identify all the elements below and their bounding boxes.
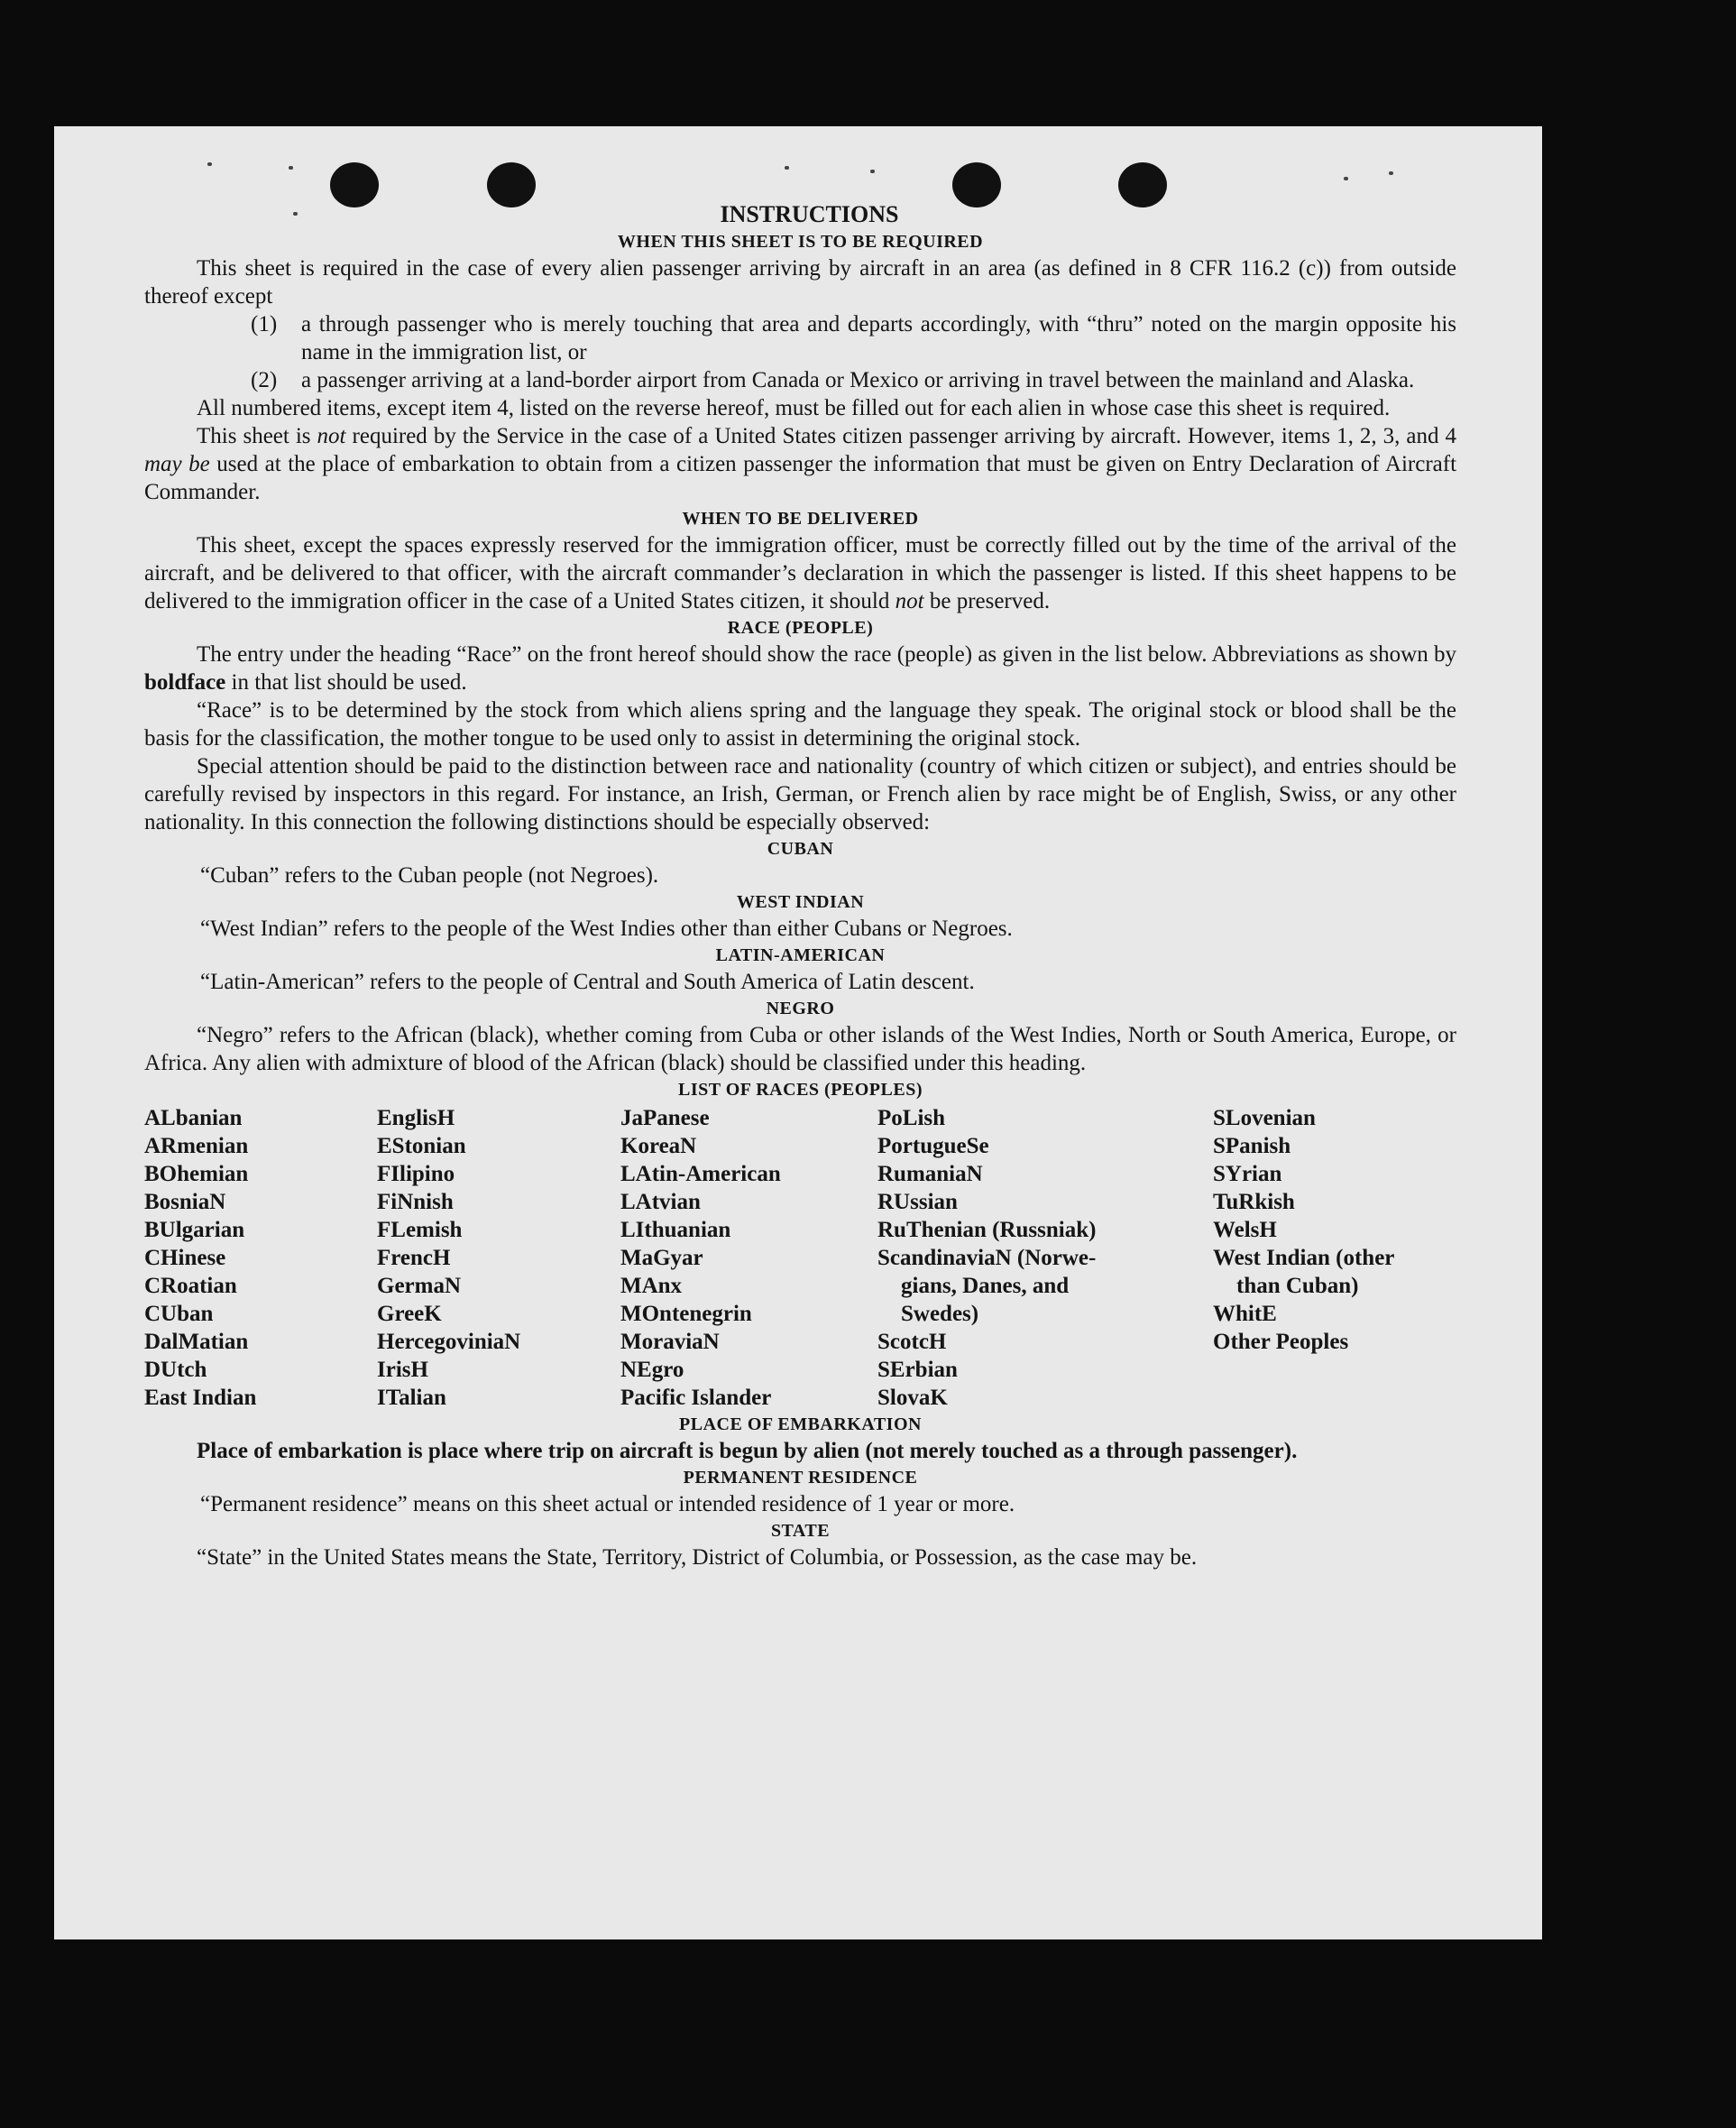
- race-entry: BUlgarian: [144, 1218, 245, 1242]
- exception-number: (2): [251, 368, 278, 392]
- race-entry: DUtch: [144, 1358, 207, 1382]
- race-entry: ITalian: [377, 1386, 446, 1410]
- paper-speck: [207, 162, 212, 166]
- race-column: [144, 1104, 377, 1412]
- race-entry: gians, Danes, and: [901, 1274, 1070, 1298]
- race-entry: RUssian: [877, 1190, 958, 1214]
- race-entry: FiNnish: [377, 1190, 454, 1214]
- paper-speck: [289, 166, 293, 170]
- race-entry: JaPanese: [620, 1106, 710, 1130]
- race-column: [620, 1104, 877, 1412]
- paper-speck: [870, 170, 875, 173]
- heading-race: RACE (PEOPLE): [727, 618, 874, 638]
- exception-text: a through passenger who is merely touching that area and departs accordingly, with “thru” noted on the margin opposite his name in the immigration list, or: [301, 312, 1456, 364]
- bold-word: boldface: [144, 670, 226, 695]
- race-entry: GermaN: [377, 1274, 462, 1298]
- race-entry: RuThenian (Russniak): [877, 1218, 1097, 1242]
- race-list: [144, 1104, 1456, 1412]
- race-entry: IrisH: [377, 1358, 428, 1382]
- race-entry: RumaniaN: [877, 1162, 983, 1186]
- paragraph-race-stock: “Race” is to be determined by the stock from which aliens spring and the language they speak. The original stock or blood shall be the basis for the classification, the mother tongue to be used only to assist in determining the original stock.: [144, 698, 1456, 751]
- text-run: be preserved.: [923, 589, 1051, 613]
- race-entry: SYrian: [1213, 1162, 1282, 1186]
- paper-speck: [1344, 177, 1348, 180]
- race-entry: Pacific Islander: [620, 1386, 772, 1410]
- paragraph-negro: “Negro” refers to the African (black), whether coming from Cuba or other islands of the West Indies, North or South America, Europe, or Africa. Any alien with admixture of blood of the African (black) should be classified under this heading.: [144, 1023, 1456, 1075]
- emphasis-may-be: may be: [144, 452, 210, 476]
- race-entry: MoraviaN: [620, 1330, 720, 1354]
- race-entry: SErbian: [877, 1358, 958, 1382]
- text-run: used at the place of embarkation to obtain from a citizen passenger the information that must be given on Entry Declaration of Aircraft Commander.: [144, 452, 1457, 504]
- paragraph-delivery: [144, 531, 1456, 615]
- race-entry: CRoatian: [144, 1274, 237, 1298]
- race-entry: East Indian: [144, 1386, 257, 1410]
- race-entry: SLovenian: [1213, 1106, 1316, 1130]
- race-entry: FIlipino: [377, 1162, 455, 1186]
- paragraph-state: “State” in the United States means the State, Territory, District of Columbia, or Possession, as the case may be.: [197, 1545, 1198, 1570]
- instructions-text: [144, 200, 1456, 1571]
- race-column: [377, 1104, 620, 1412]
- race-entry: EStonian: [377, 1134, 466, 1158]
- race-entry: BOhemian: [144, 1162, 249, 1186]
- heading-west-indian: WEST INDIAN: [736, 892, 865, 912]
- paper-speck: [785, 166, 789, 170]
- race-entry: SPanish: [1213, 1134, 1291, 1158]
- race-entry: PortugueSe: [877, 1134, 989, 1158]
- race-entry: DalMatian: [144, 1330, 249, 1354]
- heading-when-required: WHEN THIS SHEET IS TO BE REQUIRED: [617, 232, 984, 252]
- race-entry: Other Peoples: [1213, 1330, 1349, 1354]
- race-entry: MAnx: [620, 1274, 683, 1298]
- heading-state: STATE: [770, 1521, 831, 1541]
- race-entry: MOntenegrin: [620, 1302, 752, 1326]
- heading-embarkation: PLACE OF EMBARKATION: [679, 1414, 922, 1434]
- document-sheet: [54, 126, 1542, 1939]
- paragraph-required-intro: This sheet is required in the case of every alien passenger arriving by aircraft in an area (as defined in 8 CFR 116.2 (c)) from outside thereof except: [144, 256, 1456, 309]
- heading-list-of-races: LIST OF RACES (PEOPLES): [677, 1080, 923, 1100]
- text-run: in that list should be used.: [225, 670, 467, 695]
- race-entry: CUban: [144, 1302, 214, 1326]
- race-entry: West Indian (other: [1213, 1246, 1395, 1270]
- race-entry: TuRkish: [1213, 1190, 1295, 1214]
- race-entry: HercegoviniaN: [377, 1330, 521, 1354]
- heading-negro: NEGRO: [766, 999, 835, 1018]
- exception-number: (1): [251, 312, 278, 336]
- race-column: [877, 1104, 1213, 1412]
- race-column: [1213, 1104, 1456, 1412]
- paragraph-cuban: “Cuban” refers to the Cuban people (not Negroes).: [200, 863, 659, 888]
- race-entry: SlovaK: [877, 1386, 948, 1410]
- race-entry: than Cuban): [1236, 1274, 1359, 1298]
- emphasis-not: not: [895, 589, 924, 613]
- race-entry: EnglisH: [377, 1106, 455, 1130]
- race-entry: ScotcH: [877, 1330, 947, 1354]
- heading-cuban: CUBAN: [767, 839, 834, 859]
- race-entry: WelsH: [1213, 1218, 1277, 1242]
- text-run: required by the Service in the case of a United States citizen passenger arriving by aircraft. However, items 1, 2, 3, and 4: [345, 424, 1456, 448]
- heading-latin-american: LATIN-AMERICAN: [715, 945, 886, 965]
- emphasis-not: not: [317, 424, 346, 448]
- page-title: INSTRUCTIONS: [720, 201, 899, 227]
- race-entry: PoLish: [877, 1106, 946, 1130]
- paragraph-permanent-residence: “Permanent residence” means on this sheet actual or intended residence of 1 year or more.: [200, 1492, 1015, 1516]
- race-entry: ScandinaviaN (Norwe-: [877, 1246, 1097, 1270]
- paragraph-embarkation: Place of embarkation is place where trip on aircraft is begun by alien (not merely touched as a through passenger).: [197, 1439, 1298, 1463]
- race-entry: LAtin-American: [620, 1162, 781, 1186]
- race-entry: ARmenian: [144, 1134, 249, 1158]
- paragraph-west-indian: “West Indian” refers to the people of the West Indies other than either Cubans or Negroes.: [200, 917, 1013, 941]
- heading-when-delivered: WHEN TO BE DELIVERED: [682, 509, 919, 529]
- heading-permanent-residence: PERMANENT RESIDENCE: [683, 1468, 918, 1488]
- race-entry: WhitE: [1213, 1302, 1277, 1326]
- exception-item: [251, 366, 1456, 394]
- paragraph-race-entry: [144, 640, 1456, 696]
- paragraph-race-nationality: Special attention should be paid to the distinction between race and nationality (country of which citizen or subject), and entries should be carefully revised by inspectors in this regard. For instance, an Irish, German, or French alien by race might be of English, Swiss, or any other nationality. In this connection the following distinctions should be especially observed:: [144, 754, 1456, 834]
- race-entry: LAtvian: [620, 1190, 701, 1214]
- race-entry: ALbanian: [144, 1106, 243, 1130]
- race-entry: BosniaN: [144, 1190, 226, 1214]
- text-run: This sheet is: [197, 424, 317, 448]
- paragraph-latin-american: “Latin-American” refers to the people of Central and South America of Latin descent.: [200, 970, 975, 994]
- exception-text: a passenger arriving at a land-border airport from Canada or Mexico or arriving in travel between the mainland and Alaska.: [301, 368, 1415, 392]
- exception-item: [251, 310, 1456, 366]
- paragraph-citizen-passenger: [144, 422, 1456, 506]
- race-entry: LIthuanian: [620, 1218, 731, 1242]
- paragraph-numbered-items: All numbered items, except item 4, listed on the reverse hereof, must be filled out for each alien in whose case this sheet is required.: [197, 396, 1391, 420]
- text-run: The entry under the heading “Race” on the front hereof should show the race (people) as given in the list below. Abbreviations as shown by: [197, 642, 1456, 667]
- race-entry: NEgro: [620, 1358, 684, 1382]
- text-run: This sheet, except the spaces expressly reserved for the immigration officer, must be correctly filled out by the time of the arrival of the aircraft, and be delivered to that officer, with the aircraft commander’s declaration in which the passenger is listed. If this sheet happens to be delivered to the immigration officer in the case of a United States citizen, it should: [144, 533, 1456, 613]
- race-entry: KoreaN: [620, 1134, 697, 1158]
- race-entry: MaGyar: [620, 1246, 703, 1270]
- race-entry: GreeK: [377, 1302, 442, 1326]
- paper-speck: [1389, 171, 1393, 175]
- race-entry: Swedes): [901, 1302, 979, 1326]
- race-entry: CHinese: [144, 1246, 226, 1270]
- race-entry: FLemish: [377, 1218, 463, 1242]
- race-entry: FrencH: [377, 1246, 451, 1270]
